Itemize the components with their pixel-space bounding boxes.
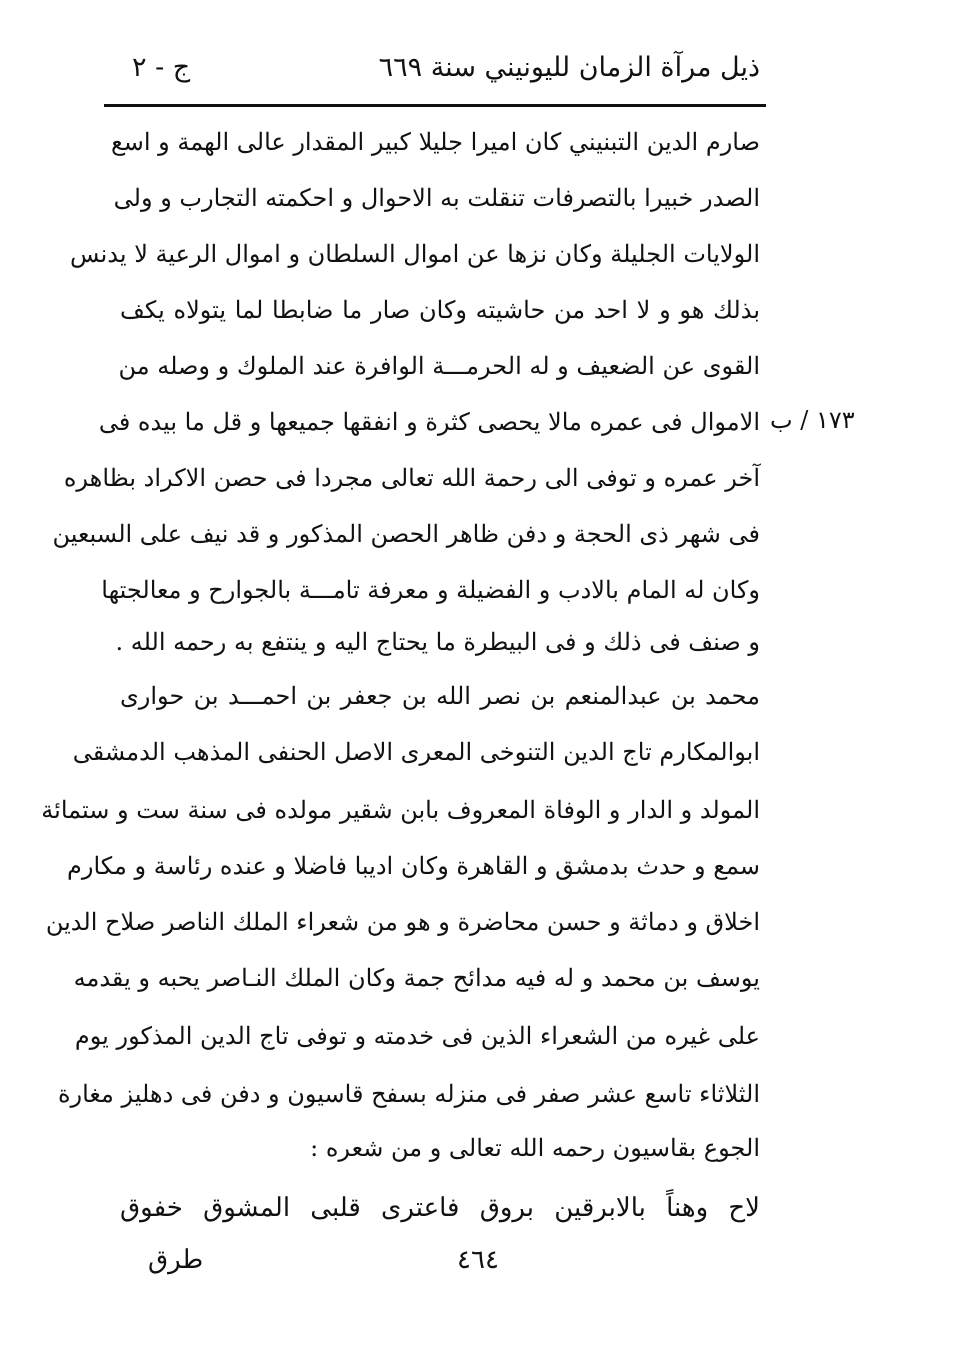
text-line: وكان له المام بالادب و الفضيلة و معرفة تامـــة بالجوارح و معالجتها xyxy=(101,576,760,604)
header-volume: ج - ٢ xyxy=(132,52,191,83)
verse-catchword: طرق xyxy=(148,1245,204,1275)
text-line: ابوالمكارم تاج الدين التنوخى المعرى الاصل الحنفى المذهب الدمشقى xyxy=(72,738,760,766)
text-line: على غيره من الشعراء الذين فى خدمته و توفى تاج الدين المذكور يوم xyxy=(74,1022,760,1050)
text-line: بذلك هو و لا احد من حاشيته وكان صار ما ضابطا لما يتولاه يكف xyxy=(120,296,760,324)
text-line: الاموال فى عمره مالا يحصى كثرة و انفقها جميعها و قل ما بيده فى xyxy=(98,408,760,436)
text-line: الولايات الجليلة وكان نزها عن اموال السلطان و اموال الرعية لا يدنس xyxy=(70,240,760,268)
text-line: اخلاق و دماثة و حسن محاضرة و هو من شعراء الملك الناصر صلاح الدين xyxy=(45,908,760,936)
text-line: القوى عن الضعيف و له الحرمـــة الوافرة عند الملوك و وصله من xyxy=(118,352,760,380)
text-line: صارم الدين التبنيني كان اميرا جليلا كبير المقدار عالى الهمة و اسع xyxy=(110,128,760,156)
text-line: آخر عمره و توفى الى رحمة الله تعالى مجردا فى حصن الاكراد بظاهره xyxy=(63,464,760,492)
text-line: فى شهر ذى الحجة و دفن ظاهر الحصن المذكور و قد نيف على السبعين xyxy=(52,520,760,548)
text-line: المولد و الدار و الوفاة المعروف بابن شقير مولده فى سنة ست و ستمائة xyxy=(41,796,760,824)
text-line: و صنف فى ذلك و فى البيطرة ما يحتاج اليه و ينتفع به رحمه الله . xyxy=(115,628,760,656)
text-line: محمد بن عبدالمنعم بن نصر الله بن جعفر بن احمـــد بن حوارى xyxy=(120,682,760,710)
text-line: يوسف بن محمد و له فيه مدائح جمة وكان الملك النـاصر يحبه و يقدمه xyxy=(73,964,760,992)
header-title: ذيل مرآة الزمان لليونيني سنة ٦٦٩ xyxy=(378,52,760,83)
poem-verse: لاح وهناً بالابرقين بروق فاعترى قلبى المشوق خفوق xyxy=(120,1193,760,1223)
margin-folio-note: ١٧٣ / ب xyxy=(770,406,855,434)
text-line: الجوع بقاسيون رحمه الله تعالى و من شعره : xyxy=(310,1134,760,1162)
page-number: ٤٦٤ xyxy=(457,1245,499,1275)
text-line: سمع و حدث بدمشق و القاهرة وكان اديبا فاضلا و عنده رئاسة و مكارم xyxy=(67,852,760,880)
text-line: الثلاثاء تاسع عشر صفر فى منزله بسفح قاسيون و دفن فى دهليز مغارة xyxy=(57,1080,760,1108)
header-divider xyxy=(104,104,766,107)
text-line: الصدر خبيرا بالتصرفات تنقلت به الاحوال و احكمته التجارب و ولى xyxy=(113,184,760,212)
